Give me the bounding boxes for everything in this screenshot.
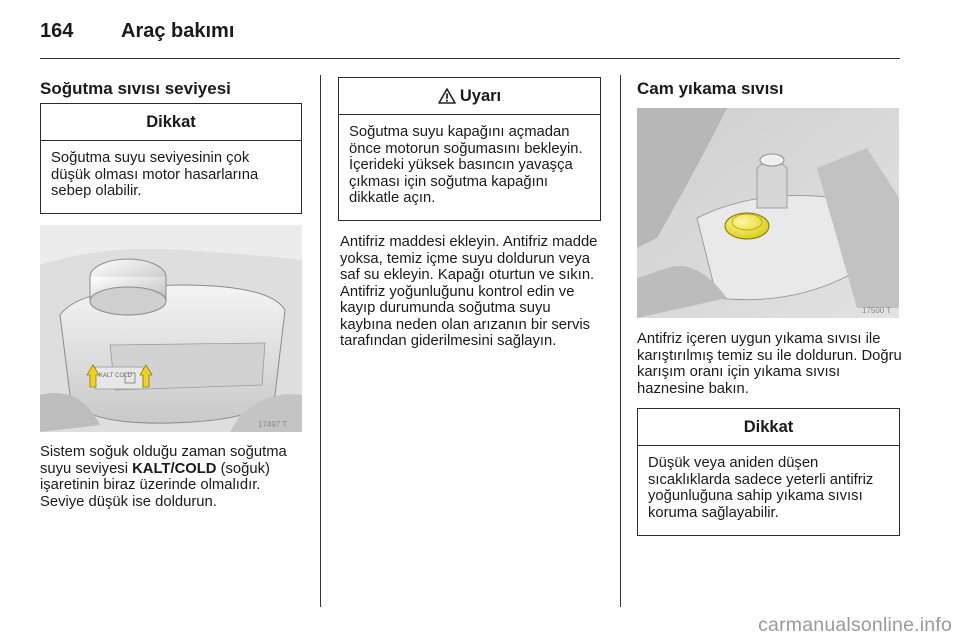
- kalt-cold-mark: KALT/COLD: [132, 460, 217, 477]
- right-column: [637, 79, 899, 99]
- warning-title: Uyarı: [459, 86, 502, 105]
- coolant-level-paragraph: [40, 444, 308, 510]
- notice-text-washer: Düşük veya aniden düşen sıcaklıklarda sadece yeterli antifriz yoğunluğuna sahip yıkama sıvısı koruma sağlayabilir.: [648, 455, 874, 521]
- column-divider-left: [320, 75, 321, 607]
- tank-level-label: KALT COLD: [99, 373, 132, 379]
- figure-code-coolant: 17497 T: [258, 420, 288, 429]
- section-heading-washer: Cam yıkama sıvısı: [637, 79, 784, 98]
- warning-text: Soğutma suyu kapağını açmadan önce motorun soğumasını bekleyin. İçerideki yüksek basıncın yavaşça çıkması için soğutma kapağını dikkatle açın.: [349, 124, 583, 206]
- coolant-text-part2: (soğuk) işaretinin biraz üzerinde olmalıdır. Seviye düşük ise doldurun.: [40, 460, 270, 510]
- notice-text: Soğutma suyu seviyesinin çok düşük olması motor hasarlarına sebep olabilir.: [51, 150, 259, 199]
- left-column: [40, 79, 302, 99]
- notice-title-washer: Dikkat: [638, 409, 899, 446]
- notice-box-washer: [637, 408, 900, 536]
- warning-box: [338, 77, 601, 221]
- washer-reservoir-illustration: [637, 108, 899, 318]
- warning-triangle-icon: [438, 88, 456, 104]
- page-title: Araç bakımı: [121, 20, 235, 42]
- coolant-tank-illustration: [40, 225, 302, 432]
- notice-title: Dikkat: [41, 104, 301, 141]
- page-number: 164: [40, 20, 74, 42]
- header-rule: [40, 58, 900, 59]
- antifreeze-paragraph: Antifriz maddesi ekleyin. Antifriz madde yoksa, temiz içme suyu doldurun veya saf su ekleyin. Kapağı oturtun ve sıkın. Antifriz yoğunluğunu kontrol edin ve kayıp durumunda soğutma suyu kaybına neden olan arızanın bir servis tarafından giderilmesini sağlayın.: [340, 234, 598, 349]
- section-heading-coolant: Soğutma sıvısı seviyesi: [40, 79, 231, 98]
- notice-box-coolant: [40, 103, 302, 214]
- watermark: carmanualsonline.info: [758, 614, 952, 636]
- warning-title-row: [339, 78, 600, 115]
- column-divider-right: [620, 75, 621, 607]
- figure-code-washer: 17500 T: [862, 306, 892, 315]
- coolant-text-part1: Sistem soğuk olduğu zaman soğutma suyu seviyesi: [40, 444, 287, 477]
- washer-fluid-paragraph: Antifriz içeren uygun yıkama sıvısı ile karıştırılmış temiz su ile doldurun. Doğru karışım oranı için yıkama sıvısı haznesine bakın.: [637, 331, 902, 397]
